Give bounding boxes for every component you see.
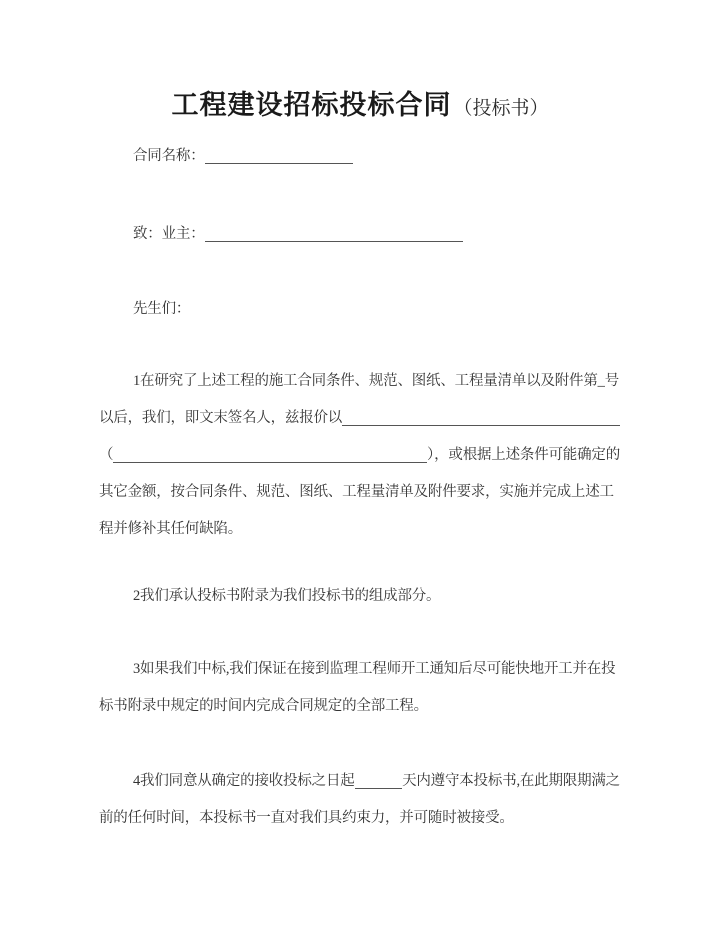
clause4-line1-before: 4我们同意从确定的接收投标之日起 bbox=[133, 773, 355, 789]
clause1-line1 bbox=[99, 370, 620, 392]
document-title-sub: （投标书） bbox=[453, 98, 549, 119]
bid-price-words-blank bbox=[113, 444, 427, 463]
clause1-line3-open: （ bbox=[99, 447, 114, 463]
contract-name-line bbox=[133, 145, 620, 167]
clause4-line1-after: 天内遵守本投标书,在此期限期满之 bbox=[402, 773, 620, 789]
contract-name-label: 合同名称： bbox=[133, 148, 205, 164]
bid-price-blank bbox=[342, 407, 620, 426]
clause4-line2-text: 前的任何时间，本投标书一直对我们具约束力，并可随时被接受。 bbox=[99, 810, 514, 826]
clause3-line2-text: 标书附录中规定的时间内完成合同规定的全部工程。 bbox=[99, 698, 428, 714]
salutation-text: 先生们： bbox=[133, 301, 191, 317]
clause4-line1 bbox=[99, 770, 620, 792]
contract-name-blank bbox=[205, 145, 353, 164]
clause2-line1-text: 2我们承认投标书附录为我们投标书的组成部分。 bbox=[133, 588, 441, 604]
clause1-line3-after: ），或根据上述条件可能确定的 bbox=[427, 447, 620, 463]
document-title bbox=[0, 83, 720, 120]
clause1-line5-text: 程并修补其任何缺陷。 bbox=[99, 521, 242, 537]
clause2-line1 bbox=[99, 585, 620, 607]
clause3-line2 bbox=[99, 695, 620, 717]
validity-days-blank bbox=[355, 770, 403, 789]
clause3-line1-text: 3如果我们中标,我们保证在接到监理工程师开工通知后尽可能快地开工并在投 bbox=[133, 661, 616, 677]
clause1-line2 bbox=[99, 407, 620, 429]
salutation-line bbox=[133, 298, 620, 320]
clause1-line5 bbox=[99, 518, 620, 540]
clause3-line1 bbox=[99, 658, 620, 680]
clause1-line1-text: 1在研究了上述工程的施工合同条件、规范、图纸、工程量清单以及附件第_号 bbox=[133, 373, 619, 389]
document-title-main: 工程建设招标投标合同 bbox=[171, 90, 452, 120]
clause1-line2-text: 以后，我们，即文末签名人，兹报价以 bbox=[99, 410, 343, 426]
clause1-line4 bbox=[99, 481, 620, 503]
clause1-line4-text: 其它金额，按合同条件、规范、图纸、工程量清单及附件要求，实施并完成上述工 bbox=[99, 484, 614, 500]
owner-name-blank bbox=[205, 223, 463, 242]
clause4-line2 bbox=[99, 807, 620, 829]
clause1-line3 bbox=[99, 444, 620, 466]
to-owner-line bbox=[133, 223, 620, 245]
to-owner-label: 致：业主： bbox=[133, 226, 205, 242]
